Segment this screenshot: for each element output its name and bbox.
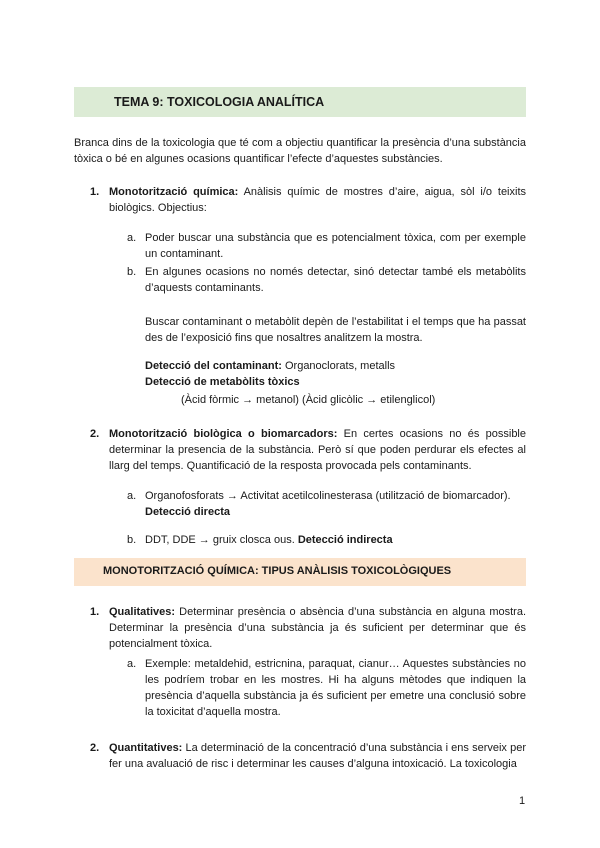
item-1-number: 1. — [90, 186, 100, 198]
item-2a-bold: Detecció directa — [145, 506, 230, 518]
item-1b-text: En algunes ocasions no només detectar, sinó detectar també els metabòlits d’aquests contaminants. — [145, 266, 526, 294]
detection-contaminant-label: Detecció del contaminant: — [145, 360, 282, 372]
intro-paragraph: Branca dins de la toxicologia que té com a objectiu quantificar la presència d’una substància tòxica o bé en algunes ocasions quantificar l’efecte d’aquestes substàncies. — [74, 137, 526, 165]
item-1b-marker: b. — [127, 266, 137, 278]
q1-number: 1. — [90, 606, 100, 618]
metabolite-examples: (Àcid fòrmic → metanol) (Àcid glicòlic → etilenglicol) — [181, 394, 436, 406]
page-number: 1 — [519, 795, 526, 807]
item-1-label: Monotorització química: — [109, 186, 239, 198]
item-2b-marker: b. — [127, 534, 137, 546]
q1-label: Qualitatives: — [109, 606, 176, 618]
title-banner — [74, 87, 526, 117]
item-1-paragraph — [109, 184, 526, 216]
item-2b-bold: Detecció indirecta — [297, 534, 393, 546]
item-2-paragraph — [109, 426, 526, 474]
item-2-label: Monotorització biològica o biomarcadors: — [109, 428, 338, 440]
item-1a-text: Poder buscar una substància que es potencialment tòxica, com per exemple un contaminant. — [145, 232, 526, 260]
item-1-text: Anàlisis químic de mostres d’aire, aigua, sòl i/o teixits biològics. Objectius: — [109, 186, 527, 214]
item-1a-marker: a. — [127, 232, 137, 244]
item-2a-text: Organofosforats → Activitat acetilcolinesterasa (utilització de biomarcador). — [145, 490, 511, 502]
item-2-number: 2. — [90, 428, 100, 440]
q1-paragraph — [109, 604, 526, 652]
item-2-text: En certes ocasions no és possible determinar la presencia de la substància. Però sí que poden perdurar els efectes al llarg del temps. Quantificació de la resposta provocada pels contaminants. — [109, 428, 526, 472]
detection-contaminant-line — [145, 358, 526, 374]
q2-number: 2. — [90, 742, 100, 754]
section-title: MONOTORITZACIÓ QUÍMICA: TIPUS ANÀLISIS TOXICOLÒGIQUES — [103, 565, 452, 577]
item-1-note: Buscar contaminant o metabòlit depèn de l’estabilitat i el temps que ha passat des de l’exposició fins que nosaltres analitzem la mostra. — [145, 316, 526, 344]
q1a-marker: a. — [127, 658, 137, 670]
item-2b-text: DDT, DDE → gruix closca ous. — [145, 534, 298, 546]
page-title: TEMA 9: TOXICOLOGIA ANALÍTICA — [114, 95, 325, 109]
q2-text: La determinació de la concentració d’una substància i ens serveix per fer una avaluació de risc i determinar les causes d’alguna intoxicació. La toxicologia — [109, 742, 526, 770]
item-2a-marker: a. — [127, 490, 137, 502]
item-2a-paragraph — [145, 488, 526, 520]
item-2b-paragraph — [145, 532, 526, 548]
detection-metabolites-label: Detecció de metabòlits tòxics — [145, 376, 300, 388]
q2-paragraph — [109, 740, 526, 772]
q1a-text: Exemple: metaldehid, estricnina, paraquat, cianur… Aquestes substàncies no les podríem trobar en les mostres. Hi ha alguns mètodes que indiquen la presència d’aquella substància ja és suficient per emetre una conclusió sobre la toxicitat d’aquella mostra. — [145, 658, 526, 718]
q1-text: Determinar presència o absència d’una substància en alguna mostra. Determinar la presència d’una substància ja és suficient per determinar que és potencialment tòxica. — [109, 606, 526, 650]
section-banner — [74, 558, 526, 586]
detection-contaminant-text: Organoclorats, metalls — [281, 360, 396, 372]
q2-label: Quantitatives: — [109, 742, 183, 754]
